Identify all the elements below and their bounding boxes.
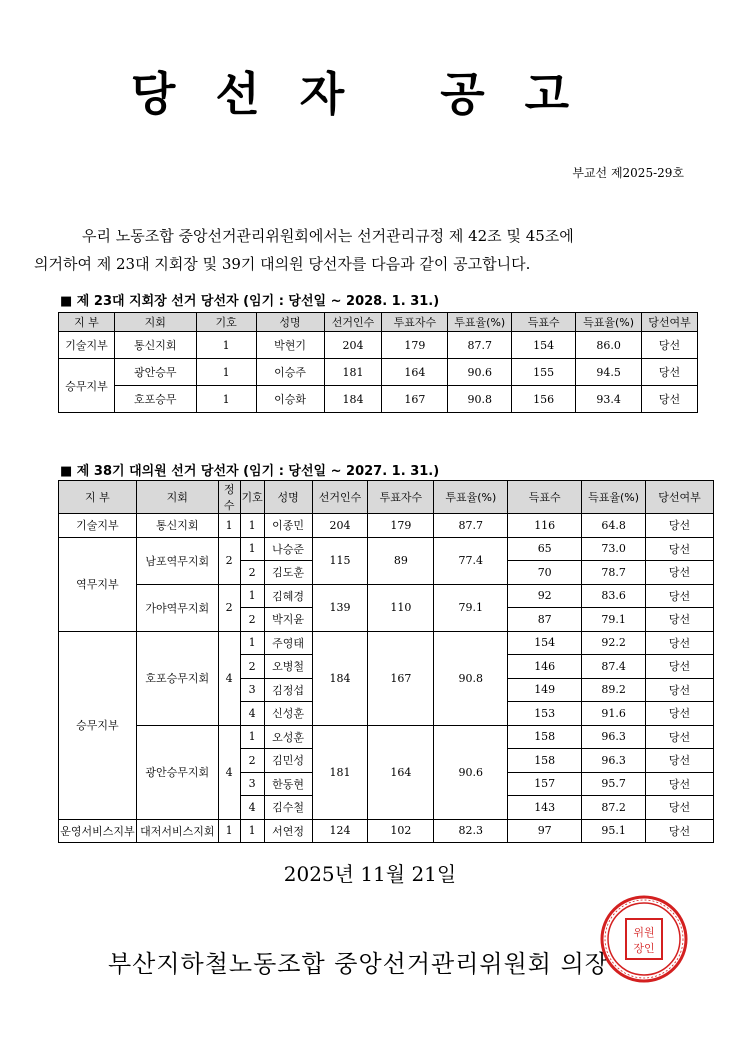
column-header: 기호 [196,313,256,332]
announcement-date: 2025년 11월 21일 [283,862,457,886]
electors-cell: 204 [324,332,382,359]
electors-cell: 181 [312,725,368,819]
result-cell: 당선 [646,608,714,632]
vote-rate-cell: 78.7 [582,561,646,585]
electors-cell: 204 [312,514,368,538]
vote-rate-cell: 64.8 [582,514,646,538]
result-cell: 당선 [642,332,698,359]
candidate-name-cell: 김정섭 [264,678,312,702]
turnout-cell: 77.4 [434,537,508,584]
column-header: 지회 [114,313,196,332]
branch-head-results-table [58,312,698,413]
table-row [59,386,698,413]
page-title: 당선자 공고 [130,67,610,121]
result-cell: 당선 [646,819,714,843]
electors-cell: 184 [312,631,368,725]
result-cell: 당선 [646,655,714,679]
branch-cell: 기술지부 [59,332,115,359]
candidate-number-cell: 2 [240,655,264,679]
column-header: 정수 [218,481,240,514]
votes-cell: 143 [508,796,582,820]
result-cell: 당선 [646,631,714,655]
delegate-results-table [58,480,714,843]
branch-cell: 역무지부 [59,537,137,631]
candidate-name-cell: 주영태 [264,631,312,655]
turnout-cell: 79.1 [434,584,508,631]
candidate-number-cell: 2 [240,561,264,585]
votes-cell: 92 [508,584,582,608]
vote-rate-cell: 91.6 [582,702,646,726]
vote-rate-cell: 96.3 [582,725,646,749]
vote-rate-cell: 87.4 [582,655,646,679]
vote-rate-cell: 83.6 [582,584,646,608]
candidate-name-cell: 이승화 [256,386,324,413]
result-cell: 당선 [646,702,714,726]
table-row [59,725,714,749]
intro-line-2: 의거하여 제 23대 지회장 및 39기 대의원 당선자를 다음과 같이 공고합니다. [34,255,531,273]
vote-rate-cell: 92.2 [582,631,646,655]
candidate-number-cell: 3 [240,772,264,796]
candidate-number-cell: 2 [240,749,264,773]
seats-cell: 2 [218,537,240,584]
electors-cell: 115 [312,537,368,584]
local-cell: 통신지회 [136,514,218,538]
votes-cell: 157 [508,772,582,796]
table-row [59,537,714,561]
turnout-cell: 87.7 [434,514,508,538]
votes-cell: 146 [508,655,582,679]
candidate-name-cell: 박현기 [256,332,324,359]
candidate-number-cell: 4 [240,796,264,820]
column-header: 지 부 [59,481,137,514]
svg-text:장인: 장인 [633,942,655,955]
votes-cell: 154 [512,332,576,359]
table-row [59,359,698,386]
vote-rate-cell: 95.1 [582,819,646,843]
electors-cell: 139 [312,584,368,631]
column-header: 지 부 [59,313,115,332]
votes-cell: 155 [512,359,576,386]
local-cell: 호포승무지회 [136,631,218,725]
candidate-name-cell: 김혜경 [264,584,312,608]
table-header-row [59,481,714,514]
result-cell: 당선 [642,386,698,413]
electors-cell: 184 [324,386,382,413]
voters-cell: 89 [368,537,434,584]
column-header: 당선여부 [642,313,698,332]
column-header: 성명 [264,481,312,514]
local-cell: 대저서비스지회 [136,819,218,843]
votes-cell: 87 [508,608,582,632]
vote-rate-cell: 87.2 [582,796,646,820]
section2-title: ■ 제 38기 대의원 선거 당선자 (임기 : 당선일 ~ 2027. 1. 31.) [60,464,440,479]
local-cell: 가야역무지회 [136,584,218,631]
seats-cell: 1 [218,819,240,843]
candidate-name-cell: 박지윤 [264,608,312,632]
table-row [59,514,714,538]
voters-cell: 167 [368,631,434,725]
candidate-name-cell: 오성훈 [264,725,312,749]
candidate-name-cell: 나승준 [264,537,312,561]
local-cell: 호포승무 [114,386,196,413]
table-header-row [59,313,698,332]
table-row [59,819,714,843]
vote-rate-cell: 86.0 [576,332,642,359]
column-header: 선거인수 [324,313,382,332]
column-header: 기호 [240,481,264,514]
table-row [59,631,714,655]
turnout-cell: 90.8 [434,631,508,725]
votes-cell: 158 [508,725,582,749]
issuer-signature: 부산지하철노동조합 중앙선거관리위원회 의장 [108,950,609,978]
candidate-number-cell: 1 [240,584,264,608]
candidate-number-cell: 1 [240,514,264,538]
candidate-number-cell: 1 [240,631,264,655]
votes-cell: 65 [508,537,582,561]
local-cell: 통신지회 [114,332,196,359]
column-header: 득표수 [512,313,576,332]
local-cell: 남포역무지회 [136,537,218,584]
column-header: 투표율(%) [448,313,512,332]
vote-rate-cell: 73.0 [582,537,646,561]
voters-cell: 167 [382,386,448,413]
votes-cell: 97 [508,819,582,843]
intro-line-1: 우리 노동조합 중앙선거관리위원회에서는 선거관리규정 제 42조 및 45조에 [82,227,574,245]
table-row [59,332,698,359]
column-header: 당선여부 [646,481,714,514]
candidate-number-cell: 1 [196,359,256,386]
intro-paragraph [34,222,690,278]
branch-cell: 기술지부 [59,514,137,538]
candidate-number-cell: 2 [240,608,264,632]
seats-cell: 4 [218,631,240,725]
votes-cell: 153 [508,702,582,726]
section1-title: ■ 제 23대 지회장 선거 당선자 (임기 : 당선일 ~ 2028. 1. 31.) [60,294,440,309]
candidate-name-cell: 오병철 [264,655,312,679]
candidate-name-cell: 서연정 [264,819,312,843]
column-header: 지회 [136,481,218,514]
votes-cell: 158 [508,749,582,773]
branch-cell: 운영서비스지부 [59,819,137,843]
candidate-name-cell: 한동현 [264,772,312,796]
voters-cell: 179 [382,332,448,359]
result-cell: 당선 [646,749,714,773]
candidate-name-cell: 이승주 [256,359,324,386]
voters-cell: 110 [368,584,434,631]
vote-rate-cell: 95.7 [582,772,646,796]
result-cell: 당선 [646,561,714,585]
votes-cell: 116 [508,514,582,538]
result-cell: 당선 [646,537,714,561]
candidate-name-cell: 김민성 [264,749,312,773]
svg-text:위원: 위원 [633,926,655,939]
vote-rate-cell: 96.3 [582,749,646,773]
local-cell: 광안승무지회 [136,725,218,819]
votes-cell: 156 [512,386,576,413]
candidate-name-cell: 이종민 [264,514,312,538]
voters-cell: 179 [368,514,434,538]
vote-rate-cell: 79.1 [582,608,646,632]
candidate-number-cell: 3 [240,678,264,702]
result-cell: 당선 [642,359,698,386]
turnout-cell: 87.7 [448,332,512,359]
official-seal-icon [600,895,688,983]
candidate-name-cell: 김도훈 [264,561,312,585]
votes-cell: 70 [508,561,582,585]
document-number: 부교선 제2025-29호 [572,166,684,180]
electors-cell: 124 [312,819,368,843]
result-cell: 당선 [646,796,714,820]
turnout-cell: 82.3 [434,819,508,843]
vote-rate-cell: 93.4 [576,386,642,413]
column-header: 득표율(%) [582,481,646,514]
voters-cell: 102 [368,819,434,843]
turnout-cell: 90.6 [448,359,512,386]
votes-cell: 154 [508,631,582,655]
voters-cell: 164 [382,359,448,386]
result-cell: 당선 [646,584,714,608]
vote-rate-cell: 94.5 [576,359,642,386]
branch-cell: 승무지부 [59,631,137,819]
turnout-cell: 90.6 [434,725,508,819]
vote-rate-cell: 89.2 [582,678,646,702]
result-cell: 당선 [646,514,714,538]
local-cell: 광안승무 [114,359,196,386]
column-header: 득표수 [508,481,582,514]
votes-cell: 149 [508,678,582,702]
candidate-number-cell: 1 [240,725,264,749]
candidate-number-cell: 4 [240,702,264,726]
result-cell: 당선 [646,678,714,702]
column-header: 성명 [256,313,324,332]
candidate-number-cell: 1 [196,332,256,359]
seats-cell: 1 [218,514,240,538]
result-cell: 당선 [646,725,714,749]
branch-cell: 승무지부 [59,359,115,413]
column-header: 투표율(%) [434,481,508,514]
result-cell: 당선 [646,772,714,796]
turnout-cell: 90.8 [448,386,512,413]
electors-cell: 181 [324,359,382,386]
column-header: 투표자수 [368,481,434,514]
table-row [59,584,714,608]
column-header: 선거인수 [312,481,368,514]
candidate-name-cell: 김수철 [264,796,312,820]
column-header: 득표율(%) [576,313,642,332]
candidate-number-cell: 1 [196,386,256,413]
voters-cell: 164 [368,725,434,819]
candidate-number-cell: 1 [240,537,264,561]
candidate-name-cell: 신성훈 [264,702,312,726]
candidate-number-cell: 1 [240,819,264,843]
seats-cell: 4 [218,725,240,819]
seats-cell: 2 [218,584,240,631]
column-header: 투표자수 [382,313,448,332]
